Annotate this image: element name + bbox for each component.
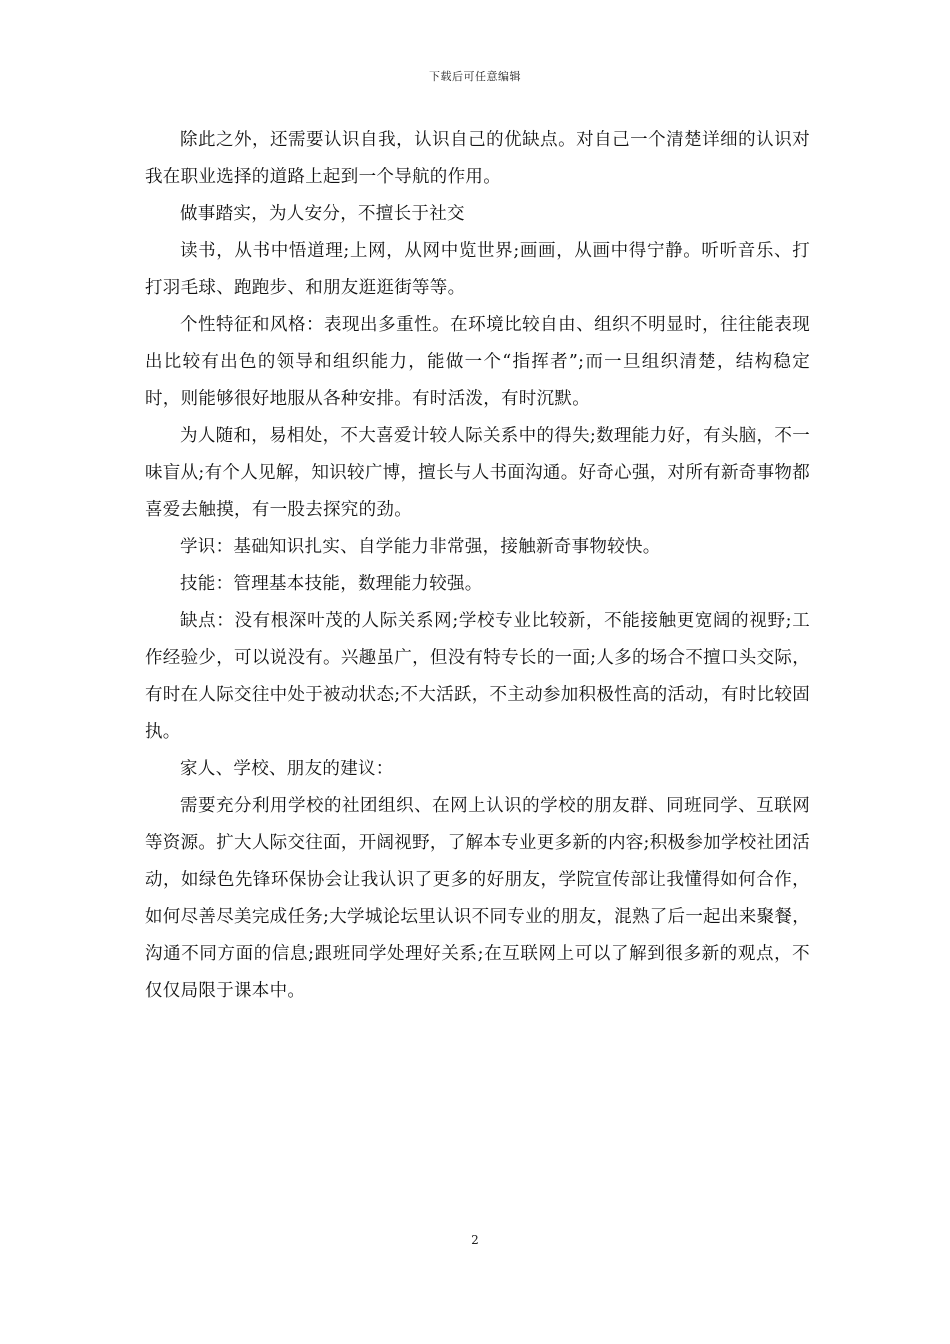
paragraph: 个性特征和风格：表现出多重性。在环境比较自由、组织不明显时，往往能表现出比较有出色的领导和组织能力，能做一个“指挥者”;而一旦组织清楚，结构稳定时，则能够很好地服从各种安排。有时活泼，有时沉默。 xyxy=(145,315,810,409)
page-number: 2 xyxy=(471,1233,479,1247)
paragraph: 读书，从书中悟道理;上网，从网中览世界;画画，从画中得宁静。听听音乐、打打羽毛球、跑跑步、和朋友逛逛街等等。 xyxy=(145,241,810,298)
paragraph: 需要充分利用学校的社团组织、在网上认识的学校的朋友群、同班同学、互联网等资源。扩大人际交往面，开阔视野，了解本专业更多新的内容;积极参加学校社团活动，如绿色先锋环保协会让我认识了更多的好朋友，学院宣传部让我懂得如何合作，如何尽善尽美完成任务;大学城论坛里认识不同专业的朋友，混熟了后一起出来聚餐，沟通不同方面的信息;跟班同学处理好关系;在互联网上可以了解到很多新的观点，不仅仅局限于课本中。 xyxy=(145,796,810,1001)
page-header: 下载后可任意编辑 xyxy=(429,70,521,83)
paragraph: 除此之外，还需要认识自我，认识自己的优缺点。对自己一个清楚详细的认识对我在职业选择的道路上起到一个导航的作用。 xyxy=(145,130,810,187)
paragraph: 为人随和，易相处，不大喜爱计较人际关系中的得失;数理能力好，有头脑，不一味盲从;有个人见解，知识较广博，擅长与人书面沟通。好奇心强，对所有新奇事物都喜爱去触摸，有一股去探究的劲。 xyxy=(145,426,810,520)
paragraph: 技能：管理基本技能，数理能力较强。 xyxy=(180,574,483,594)
paragraph: 缺点：没有根深叶茂的人际关系网;学校专业比较新，不能接触更宽阔的视野;工作经验少，可以说没有。兴趣虽广，但没有特专长的一面;人多的场合不擅口头交际，有时在人际交往中处于被动状态;不大活跃，不主动参加积极性高的活动，有时比较固执。 xyxy=(145,611,810,742)
document-body xyxy=(145,122,810,1010)
paragraph: 学识：基础知识扎实、自学能力非常强，接触新奇事物较快。 xyxy=(180,537,661,557)
paragraph: 家人、学校、朋友的建议： xyxy=(180,759,394,779)
paragraph: 做事踏实，为人安分，不擅长于社交 xyxy=(180,204,465,224)
